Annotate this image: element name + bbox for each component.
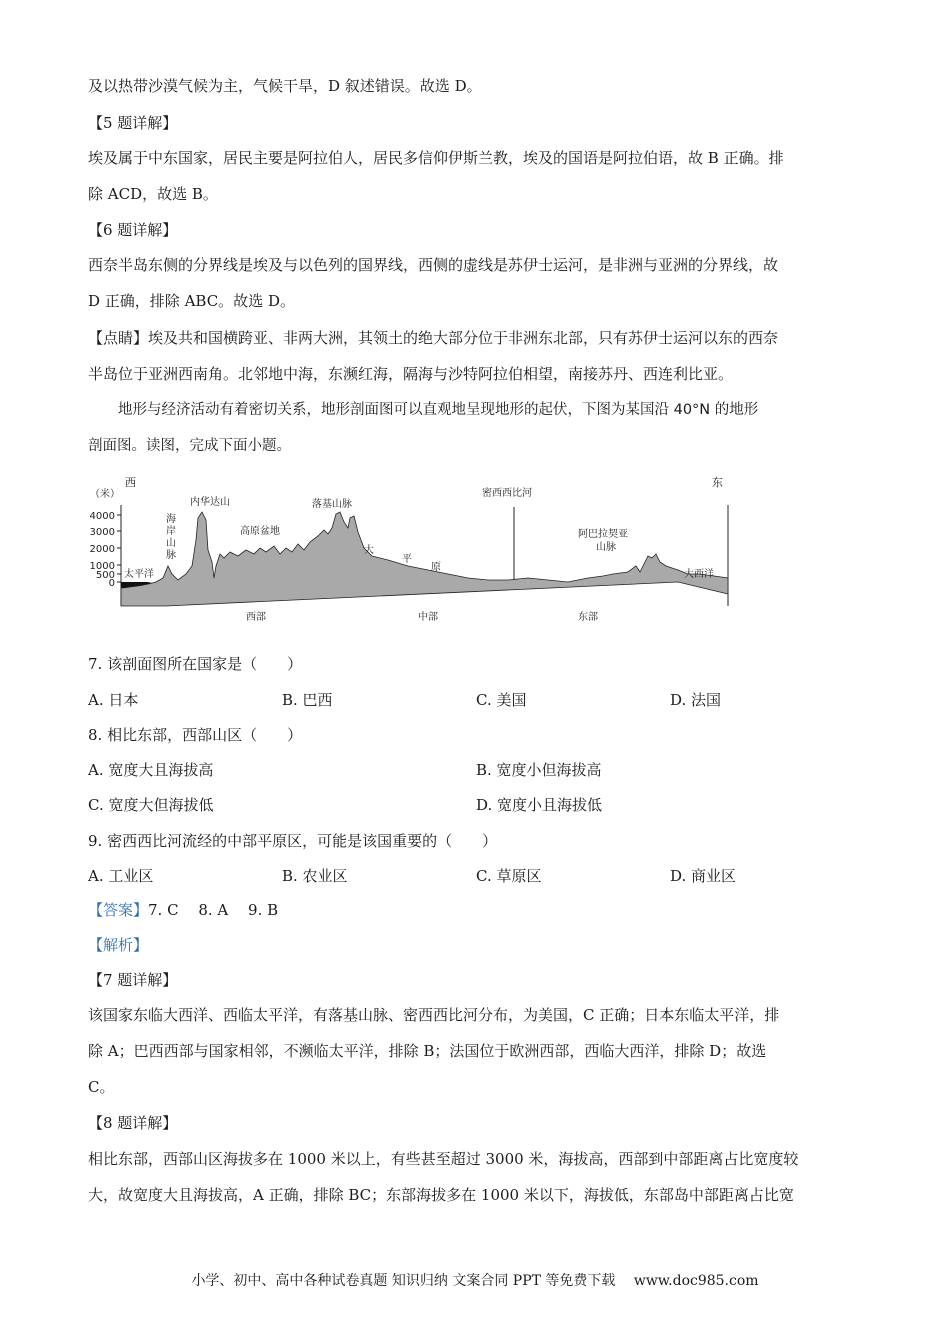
section-heading: 【8 题详解】	[88, 1114, 178, 1132]
section-heading: 【5 题详解】	[88, 114, 178, 132]
atlantic-label: 大西洋	[684, 569, 714, 580]
intro-text: 剖面图。读图，完成下面小题。	[88, 438, 291, 454]
coast-range-char: 岸	[166, 526, 176, 537]
q9-option-b: B. 农业区	[282, 867, 348, 885]
terrain-profile-svg	[88, 470, 748, 630]
coast-range-char: 脉	[166, 550, 176, 561]
text-line: 埃及属于中东国家，居民主要是阿拉伯人，居民多信仰伊斯兰教，埃及的国语是阿拉伯语，故 B 正确。排	[88, 149, 784, 167]
terrain-profile-figure	[88, 470, 748, 630]
q7-option-d: D. 法国	[670, 691, 722, 709]
analysis-label: 【解析】	[88, 936, 149, 954]
text-line: 除 ACD，故选 B。	[88, 185, 218, 203]
text-line: 该国家东临大西洋、西临太平洋，有落基山脉、密西西比河分布，为美国，C 正确；日本东临太平洋，排	[88, 1006, 780, 1024]
y-tick-label: 500	[95, 570, 115, 581]
mississippi-label: 密西西比河	[482, 488, 532, 499]
plain-char: 大	[364, 545, 374, 556]
key-point: 【点睛】埃及共和国横跨亚、非两大洲，其领土的绝大部分位于非洲东北部，只有苏伊士运河以东的西奈	[88, 329, 779, 347]
q9-option-a: A. 工业区	[88, 867, 154, 885]
appalachian-label: 阿巴拉契亚	[578, 529, 628, 540]
text-line: 及以热带沙漠气候为主，气候干旱，D 叙述错误。故选 D。	[88, 77, 482, 95]
text-line: D 正确，排除 ABC。故选 D。	[88, 292, 295, 310]
terrain-silhouette	[121, 512, 728, 606]
answer-text: 7. C 8. A 9. B	[148, 901, 279, 919]
q7-option-c: C. 美国	[476, 691, 527, 709]
y-tick-label: 2000	[89, 544, 115, 555]
appalachian-label: 山脉	[596, 542, 616, 553]
q9-option-d: D. 商业区	[670, 867, 737, 885]
intro-text: 地形与经济活动有着密切关系，地形剖面图可以直观地呈现地形的起伏，下图为某国沿 40°N 的地形	[118, 402, 759, 418]
rocky-label: 落基山脉	[312, 499, 352, 510]
west-label: 西	[125, 476, 136, 489]
plain-char: 平	[402, 554, 412, 565]
y-tick-label: 0	[108, 578, 115, 589]
q8-option-d: D. 宽度小且海拔低	[476, 796, 603, 814]
y-tick-label: 3000	[89, 527, 115, 538]
text-line: 半岛位于亚洲西南角。北邻地中海，东濒红海，隔海与沙特阿拉伯相望，南接苏丹、西连利比亚。	[88, 365, 734, 383]
region-east-label: 东部	[578, 612, 598, 623]
text-line: 西奈半岛东侧的分界线是埃及与以色列的国界线，西侧的虚线是苏伊士运河，是非洲与亚洲的分界线，故	[88, 256, 779, 274]
region-mid-label: 中部	[418, 612, 438, 623]
section-heading: 【6 题详解】	[88, 221, 178, 239]
q7-option-b: B. 巴西	[282, 691, 333, 709]
answer-line	[88, 900, 278, 920]
nevada-label: 内华达山	[190, 497, 230, 508]
question-8: 8. 相比东部，西部山区（ ）	[88, 726, 303, 744]
y-ticks	[117, 515, 121, 582]
q8-option-b: B. 宽度小但海拔高	[476, 761, 602, 779]
text-line: C。	[88, 1078, 115, 1096]
region-west-label: 西部	[246, 612, 266, 623]
page-footer[interactable]: 小学、初中、高中各种试卷真题 知识归纳 文案合同 PPT 等免费下载 www.doc985.com	[191, 1273, 759, 1289]
y-tick-label: 1000	[89, 561, 115, 572]
coast-range-char: 山	[166, 538, 176, 549]
text-line: 大，故宽度大且海拔高，A 正确，排除 BC；东部海拔多在 1000 米以下，海拔低，东部岛中部距离占比宽	[88, 1186, 794, 1204]
plain-char: 原	[431, 562, 441, 573]
answer-label: 【答案】	[88, 901, 149, 919]
q9-option-c: C. 草原区	[476, 867, 542, 885]
text-line: 除 A；巴西西部与国家相邻，不濒临太平洋，排除 B；法国位于欧洲西部，西临大西洋，排除 D；故选	[88, 1042, 767, 1060]
y-tick-label: 4000	[89, 511, 115, 522]
q8-option-c: C. 宽度大但海拔低	[88, 796, 214, 814]
q8-option-a: A. 宽度大且海拔高	[88, 761, 214, 779]
question-9: 9. 密西西比河流经的中部平原区，可能是该国重要的（ ）	[88, 832, 498, 850]
question-7: 7. 该剖面图所在国家是（ ）	[88, 655, 303, 673]
basin-label: 高原盆地	[240, 526, 280, 537]
coast-range-char: 海	[166, 514, 176, 525]
pacific-label: 太平洋	[124, 569, 154, 580]
unit-label: （米）	[90, 489, 120, 500]
east-label: 东	[712, 476, 723, 489]
text-line: 相比东部，西部山区海拔多在 1000 米以上，有些甚至超过 3000 米，海拔高，西部到中部距离占比宽度较	[88, 1150, 799, 1168]
section-heading: 【7 题详解】	[88, 971, 178, 989]
q7-option-a: A. 日本	[88, 691, 139, 709]
